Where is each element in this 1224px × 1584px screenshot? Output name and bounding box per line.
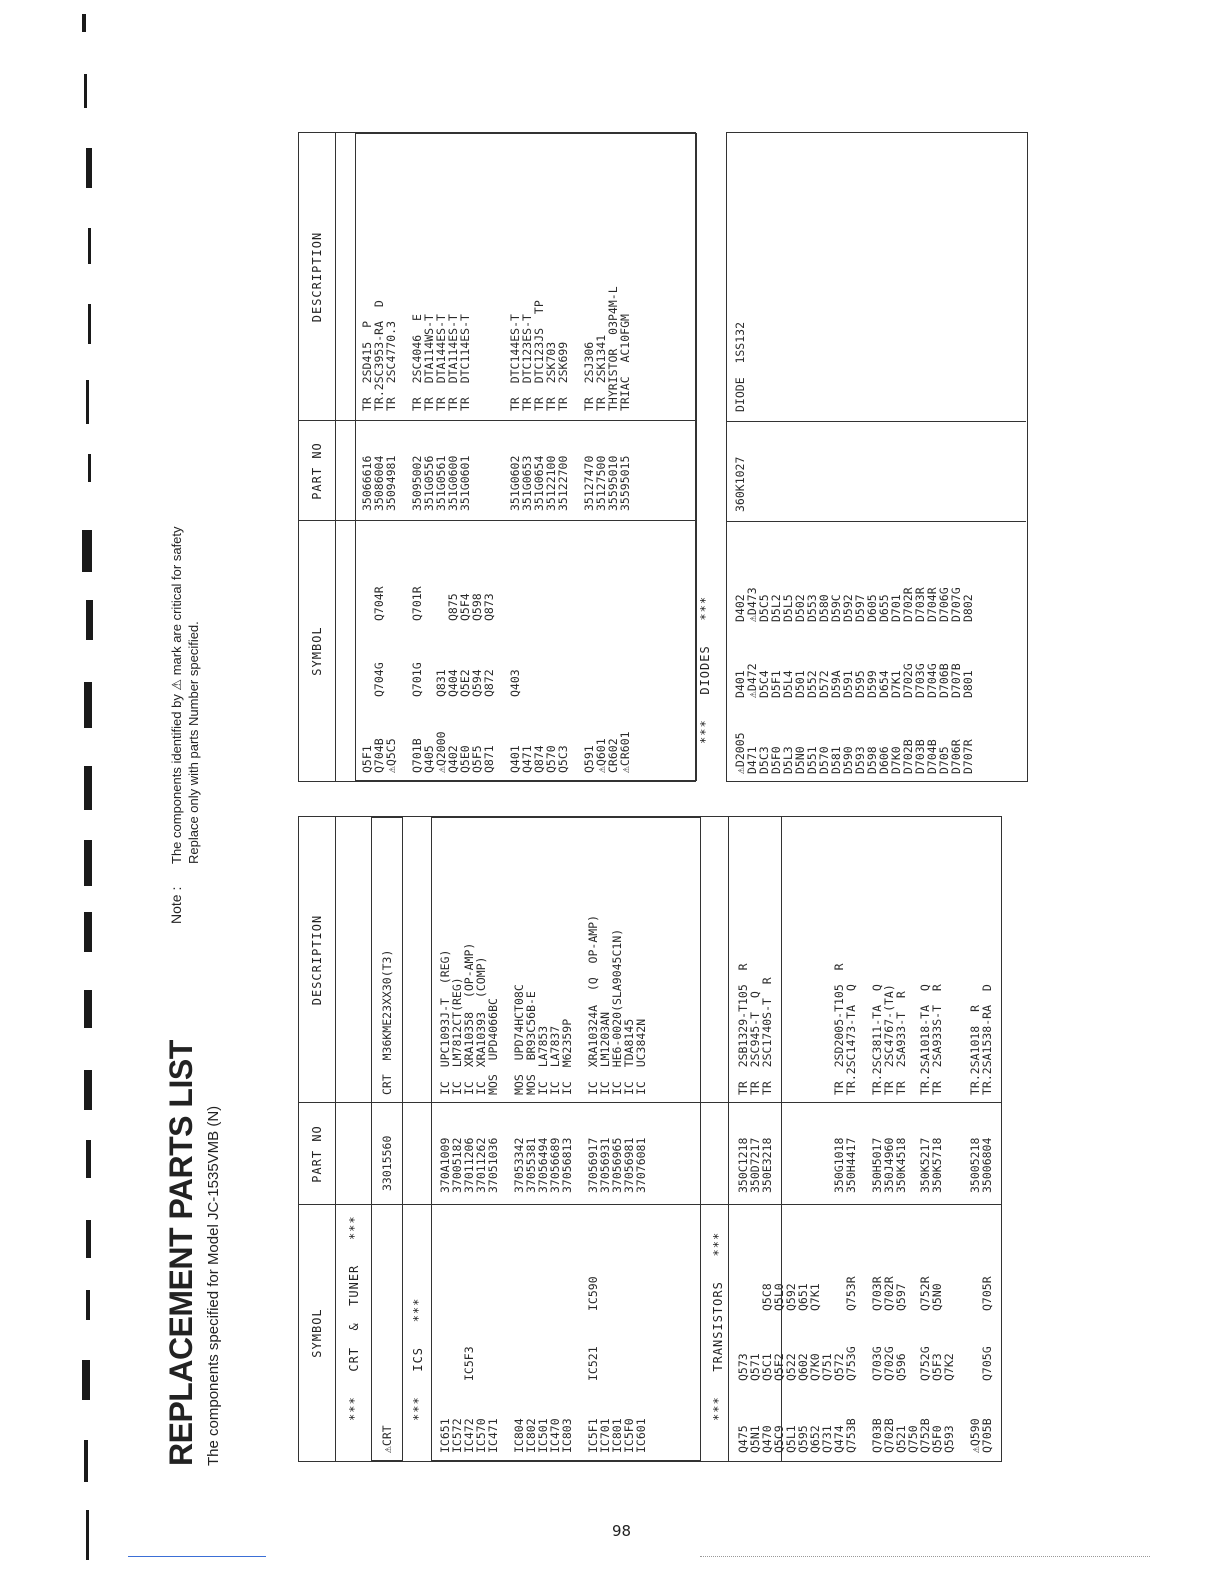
diode-symbol: D703R: [913, 587, 927, 622]
part-number: 350K5217: [918, 1137, 932, 1193]
part-symbol: Q5C1: [760, 1353, 774, 1381]
part-description: TR 2SK703: [544, 341, 558, 411]
part-symbol: IC802: [524, 1418, 538, 1453]
diode-symbol: D703G: [913, 663, 927, 698]
diode-symbol: D5C4: [757, 670, 771, 698]
part-symbol: Q595: [796, 1425, 810, 1453]
part-number: 35122100: [544, 455, 558, 511]
part-description: IC UPC1093J-T (REG): [438, 949, 452, 1095]
diode-symbol: ⚠D472: [745, 663, 759, 698]
diode-symbol: D704B: [925, 739, 939, 774]
part-symbol: Q5C9: [772, 1425, 786, 1453]
diode-symbol: D590: [841, 746, 855, 774]
diode-symbol: D702B: [901, 739, 915, 774]
part-description: TR 2SC4767-(TA): [882, 984, 896, 1095]
part-description: TR 2SC945-T Q: [748, 991, 762, 1095]
part-number: 35066616: [360, 455, 374, 511]
part-symbol: Q752R: [918, 1276, 932, 1311]
part-symbol: IC472: [462, 1418, 476, 1453]
diode-symbol: ⚠D473: [745, 587, 759, 622]
part-symbol: Q405: [422, 745, 436, 773]
part-symbol: IC572: [450, 1418, 464, 1453]
part-number: 35127470: [582, 455, 596, 511]
diode-symbol: D706B: [937, 663, 951, 698]
section-title-crt: *** CRT & TUNER ***: [347, 1215, 361, 1421]
diode-symbol: D707B: [949, 663, 963, 698]
diode-symbol: D592: [841, 594, 855, 622]
part-description: IC XRA10324A (Q OP-AMP): [586, 914, 600, 1095]
part-number: 350C1218: [736, 1137, 750, 1193]
part-description: IC LA7853: [536, 1025, 550, 1095]
part-symbol: Q5F0: [930, 1425, 944, 1453]
part-number: 35095002: [410, 455, 424, 511]
part-number: 37055381: [524, 1137, 538, 1193]
diode-symbol: D705: [937, 746, 951, 774]
page-title: REPLACEMENT PARTS LIST: [163, 1040, 199, 1466]
part-number: 37056917: [586, 1137, 600, 1193]
part-number: 35127500: [594, 455, 608, 511]
diode-symbol: D704G: [925, 663, 939, 698]
note-line: Replace only with parts Number specified.: [186, 621, 201, 864]
diode-symbol: D702R: [901, 587, 915, 622]
part-symbol: Q591: [582, 745, 596, 773]
part-symbol: Q831: [434, 669, 448, 697]
part-symbol: Q572: [832, 1353, 846, 1381]
part-symbol: IC804: [512, 1418, 526, 1453]
part-symbol: Q571: [748, 1353, 762, 1381]
part-symbol: Q701G: [410, 662, 424, 697]
part-symbol: Q705R: [980, 1276, 994, 1311]
part-number: 350H4417: [844, 1137, 858, 1193]
diode-symbol: D707G: [949, 587, 963, 622]
part-number: 37011262: [474, 1137, 488, 1193]
diode-symbol: D5N0: [793, 746, 807, 774]
diode-symbol: D654: [877, 670, 891, 698]
part-number: 37056981: [622, 1137, 636, 1193]
part-symbol: Q5E0: [458, 745, 472, 773]
header-part-no: PART NO: [310, 442, 324, 500]
part-number: 350E3218: [760, 1137, 774, 1193]
part-description: TR DTC123ES-T: [520, 314, 534, 411]
part-symbol: Q401: [508, 745, 522, 773]
part-symbol: IC590: [586, 1276, 600, 1311]
part-symbol: Q593: [942, 1425, 956, 1453]
diode-symbol: D701: [889, 594, 903, 622]
part-description: THYRISTOR 03P4M-L: [606, 286, 620, 411]
part-symbol: Q596: [894, 1353, 908, 1381]
part-number: 351G0654: [532, 455, 546, 511]
part-description: IC XRA10358 (OP-AMP): [462, 942, 476, 1095]
part-symbol: Q598: [470, 593, 484, 621]
part-symbol: Q594: [470, 669, 484, 697]
diode-symbol: D402: [733, 594, 747, 622]
part-symbol: Q5F1: [360, 745, 374, 773]
part-number: 351G0653: [520, 455, 534, 511]
part-description: MOS BR93C56B-E: [524, 991, 538, 1095]
part-symbol: Q602: [796, 1353, 810, 1381]
part-description: MOS UPD74HCT08C: [512, 984, 526, 1095]
diode-description: DIODE 1SS132: [733, 321, 747, 412]
part-symbol: Q651: [796, 1283, 810, 1311]
part-description: TR DTC123JS TP: [532, 300, 546, 411]
note-label: Note :: [168, 886, 184, 924]
diode-symbol: D595: [853, 670, 867, 698]
part-symbol: Q871: [482, 745, 496, 773]
part-symbol: Q521: [894, 1425, 908, 1453]
part-symbol: Q751: [820, 1353, 834, 1381]
part-symbol: Q752B: [918, 1418, 932, 1453]
part-description: TR 2SB1329-T105 R: [736, 963, 750, 1095]
part-symbol: ⚠Q590: [968, 1418, 982, 1453]
part-number: 370A1009: [438, 1137, 452, 1193]
diode-symbol: D5L5: [781, 594, 795, 622]
diode-symbol: D5F0: [769, 746, 783, 774]
part-symbol: IC701: [598, 1418, 612, 1453]
part-symbol: IC803: [560, 1418, 574, 1453]
part-symbol: Q753G: [844, 1346, 858, 1381]
part-number: 37076081: [634, 1137, 648, 1193]
diode-symbol: D5F1: [769, 670, 783, 698]
part-number: 350J4960: [882, 1137, 896, 1193]
part-symbol: IC601: [634, 1418, 648, 1453]
part-symbol: Q702B: [882, 1418, 896, 1453]
part-symbol: Q7K2: [942, 1353, 956, 1381]
part-description: TR DTC144ES-T: [508, 314, 522, 411]
part-number: 37056965: [610, 1137, 624, 1193]
part-symbol: Q705B: [980, 1418, 994, 1453]
diode-symbol: D5L3: [781, 746, 795, 774]
part-description: IC LA7837: [548, 1025, 562, 1095]
part-symbol: Q474: [832, 1425, 846, 1453]
part-description: TR 2SA933-T R: [894, 991, 908, 1095]
part-number: 35122700: [556, 455, 570, 511]
part-description: IC LM7812CT(REG): [450, 977, 464, 1095]
part-description: IC UC3842N: [634, 1018, 648, 1095]
part-symbol: Q5N1: [748, 1425, 762, 1453]
diode-symbol: D702G: [901, 663, 915, 698]
diode-symbol: D5C3: [757, 746, 771, 774]
note-line: The components identified by ⚠ mark are critical for safety: [169, 526, 184, 864]
diode-symbol: D591: [841, 670, 855, 698]
part-number: 37056689: [548, 1137, 562, 1193]
part-description: IC M62359P: [560, 1018, 574, 1095]
part-symbol: Q705G: [980, 1346, 994, 1381]
part-description: TR DTC114ES-T: [458, 314, 472, 411]
diode-symbol: D502: [793, 594, 807, 622]
header-description: DESCRIPTION: [310, 231, 324, 323]
part-number: 350K4518: [894, 1137, 908, 1193]
part-symbol: CR602: [606, 738, 620, 773]
header-part-no: PART NO: [310, 1125, 324, 1183]
diode-symbol: D471: [745, 746, 759, 774]
part-description: TR 2SD2005-T105 R: [832, 963, 846, 1095]
part-symbol: Q7K0: [808, 1353, 822, 1381]
part-symbol: Q702G: [882, 1346, 896, 1381]
part-symbol: IC801: [610, 1418, 624, 1453]
part-description: TR.2SC3811-TA Q: [870, 984, 884, 1095]
part-number: 351G0556: [422, 455, 436, 511]
crt-part: 33015560: [380, 1135, 394, 1191]
page-subtitle: The components specified for Model JC-1535VMB (N): [205, 1105, 222, 1466]
part-symbol: Q5L1: [784, 1425, 798, 1453]
diode-symbol: D59C: [829, 594, 843, 622]
part-description: TR 2SA933S-T R: [930, 984, 944, 1095]
part-description: IC XRA10393 (COMP): [474, 956, 488, 1095]
part-symbol: Q570: [544, 745, 558, 773]
part-symbol: Q5C8: [760, 1283, 774, 1311]
part-symbol: Q731: [820, 1425, 834, 1453]
part-symbol: Q475: [736, 1425, 750, 1453]
diode-symbol: D7K1: [889, 670, 903, 698]
part-symbol: Q5N0: [930, 1283, 944, 1311]
diode-symbol: D580: [817, 594, 831, 622]
diode-part-number: 360K1027: [733, 456, 747, 512]
part-number: 35005218: [968, 1137, 982, 1193]
part-number: 35006804: [980, 1137, 994, 1193]
part-number: 35094981: [384, 455, 398, 511]
part-number: 351G0602: [508, 455, 522, 511]
part-symbol: Q703R: [870, 1276, 884, 1311]
transistors-table: [728, 816, 1002, 1462]
right-parts-table: [298, 132, 696, 782]
note-text: [168, 526, 202, 864]
part-description: TR 2SD415 P: [360, 320, 374, 411]
part-description: TR.2SC3953-RA D: [372, 300, 386, 411]
part-symbol: Q597: [894, 1283, 908, 1311]
diode-symbol: D707R: [961, 739, 975, 774]
part-number: 37051036: [486, 1137, 500, 1193]
part-number: 35595015: [618, 455, 632, 511]
diode-symbol: D706G: [937, 587, 951, 622]
part-symbol: Q704R: [372, 586, 386, 621]
diode-symbol: D551: [805, 746, 819, 774]
part-description: TR 2SC1740S-T R: [760, 977, 774, 1095]
part-symbol: Q874: [532, 745, 546, 773]
part-symbol: ⚠Q5C5: [384, 738, 398, 773]
part-number: 350K5718: [930, 1137, 944, 1193]
diode-symbol: D597: [853, 594, 867, 622]
diode-symbol: D605: [865, 594, 879, 622]
part-symbol: IC521: [586, 1346, 600, 1381]
part-symbol: Q873: [482, 593, 496, 621]
diode-symbol: D706R: [949, 739, 963, 774]
diode-symbol: D593: [853, 746, 867, 774]
part-description: TR DTA144ES-T: [434, 314, 448, 411]
part-symbol: Q5F4: [458, 593, 472, 621]
part-symbol: Q753R: [844, 1276, 858, 1311]
part-description: TR 2SK1341: [594, 334, 608, 411]
part-symbol: Q522: [784, 1353, 798, 1381]
diode-symbol: D703B: [913, 739, 927, 774]
part-symbol: Q573: [736, 1353, 750, 1381]
part-symbol: Q5L0: [772, 1283, 786, 1311]
diode-symbol: D501: [793, 670, 807, 698]
part-symbol: Q402: [446, 745, 460, 773]
part-symbol: Q404: [446, 669, 460, 697]
part-number: 37005182: [450, 1137, 464, 1193]
part-description: TR 2SC4770.3: [384, 320, 398, 411]
part-symbol: Q5C3: [556, 745, 570, 773]
part-description: TRIAC AC10FGM: [618, 314, 632, 411]
part-description: TR DTA114ES-T: [446, 314, 460, 411]
diode-symbol: D5L2: [769, 594, 783, 622]
part-number: 37056494: [536, 1137, 550, 1193]
part-description: TR 2SJ306: [582, 341, 596, 411]
diode-symbol: D401: [733, 670, 747, 698]
part-symbol: Q875: [446, 593, 460, 621]
part-description: IC TDA8145: [622, 1018, 636, 1095]
header-symbol: SYMBOL: [310, 1308, 324, 1358]
diode-symbol: D599: [865, 670, 879, 698]
part-symbol: Q703B: [870, 1418, 884, 1453]
part-symbol: ⚠CR601: [618, 731, 632, 773]
part-number: 351G0600: [446, 455, 460, 511]
diode-symbol: D802: [961, 594, 975, 622]
part-number: 351G0601: [458, 455, 472, 511]
section-title-ics: *** ICS ***: [411, 1297, 425, 1421]
part-symbol: Q471: [520, 745, 534, 773]
diode-symbol: D655: [877, 594, 891, 622]
section-title-diodes: *** DIODES ***: [698, 595, 712, 744]
diode-symbol: D801: [961, 670, 975, 698]
part-description: IC HE6-0020(SLA9045C1N): [610, 928, 624, 1095]
part-symbol: ⚠Q2000: [434, 731, 448, 773]
crt-desc: CRT M36KME23XX30(T3): [380, 949, 394, 1095]
part-description: TR.2SC1473-TA Q: [844, 984, 858, 1095]
section-title-transistors: *** TRANSISTORS ***: [711, 1231, 725, 1421]
left-parts-table: [298, 816, 782, 1462]
diode-symbol: D581: [829, 746, 843, 774]
part-description: TR.2SA1538-RA D: [980, 984, 994, 1095]
part-symbol: Q5E2: [458, 669, 472, 697]
table-header: [299, 133, 336, 781]
part-symbol: Q702R: [882, 1276, 896, 1311]
part-symbol: Q701B: [410, 738, 424, 773]
diode-symbol: D598: [865, 746, 879, 774]
diode-symbol: ⚠D2005: [733, 732, 747, 774]
part-symbol: Q703G: [870, 1346, 884, 1381]
part-number: 37056931: [598, 1137, 612, 1193]
part-symbol: Q5F2: [772, 1353, 786, 1381]
header-symbol: SYMBOL: [310, 626, 324, 676]
diode-symbol: D552: [805, 670, 819, 698]
diode-symbol: D5L4: [781, 670, 795, 698]
diode-symbol: D59A: [829, 670, 843, 698]
part-number: 350D7217: [748, 1137, 762, 1193]
diode-symbol: D553: [805, 594, 819, 622]
diode-symbol: D5C5: [757, 594, 771, 622]
part-symbol: Q701R: [410, 586, 424, 621]
part-symbol: Q652: [808, 1425, 822, 1453]
part-number: 37053342: [512, 1137, 526, 1193]
part-number: 35595010: [606, 455, 620, 511]
part-symbol: IC5F0: [622, 1418, 636, 1453]
diode-symbol: D572: [817, 670, 831, 698]
diode-symbol: D7K0: [889, 746, 903, 774]
part-symbol: IC470: [548, 1418, 562, 1453]
part-symbol: IC5F1: [586, 1418, 600, 1453]
part-description: TR 2SK699: [556, 341, 570, 411]
part-description: IC LM1203AN: [598, 1011, 612, 1095]
part-symbol: Q5F5: [470, 745, 484, 773]
part-description: MOS UPD4066BC: [486, 998, 500, 1095]
part-description: TR.2SA1018 R: [968, 1004, 982, 1095]
crt-symbol: ⚠CRT: [380, 1425, 394, 1453]
part-description: TR.2SA1018-TA Q: [918, 984, 932, 1095]
header-description: DESCRIPTION: [310, 914, 324, 1006]
part-symbol: IC5F3: [462, 1346, 476, 1381]
diode-symbol: D704R: [925, 587, 939, 622]
part-symbol: IC471: [486, 1418, 500, 1453]
part-description: TR 2SC4046 E: [410, 314, 424, 411]
part-number: 35086004: [372, 455, 386, 511]
part-symbol: Q470: [760, 1425, 774, 1453]
diode-symbol: D570: [817, 746, 831, 774]
part-symbol: Q704B: [372, 738, 386, 773]
part-symbol: Q753B: [844, 1418, 858, 1453]
part-symbol: Q403: [508, 669, 522, 697]
part-symbol: Q750: [906, 1425, 920, 1453]
part-number: 350H5017: [870, 1137, 884, 1193]
part-number: 37011206: [462, 1137, 476, 1193]
table-header: [299, 817, 336, 1461]
part-description: TR DTA114WS-T: [422, 314, 436, 411]
diode-symbol: D606: [877, 746, 891, 774]
part-symbol: Q872: [482, 669, 496, 697]
part-symbol: ⚠Q601: [594, 738, 608, 773]
part-symbol: IC501: [536, 1418, 550, 1453]
part-symbol: IC651: [438, 1418, 452, 1453]
part-number: 350G1018: [832, 1137, 846, 1193]
part-symbol: Q704G: [372, 662, 386, 697]
page-number: 98: [612, 1522, 632, 1540]
part-symbol: Q7K1: [808, 1283, 822, 1311]
part-number: 37056813: [560, 1137, 574, 1193]
part-number: 351G0561: [434, 455, 448, 511]
part-symbol: Q752G: [918, 1346, 932, 1381]
part-symbol: Q5F3: [930, 1353, 944, 1381]
part-symbol: Q592: [784, 1283, 798, 1311]
part-symbol: IC570: [474, 1418, 488, 1453]
